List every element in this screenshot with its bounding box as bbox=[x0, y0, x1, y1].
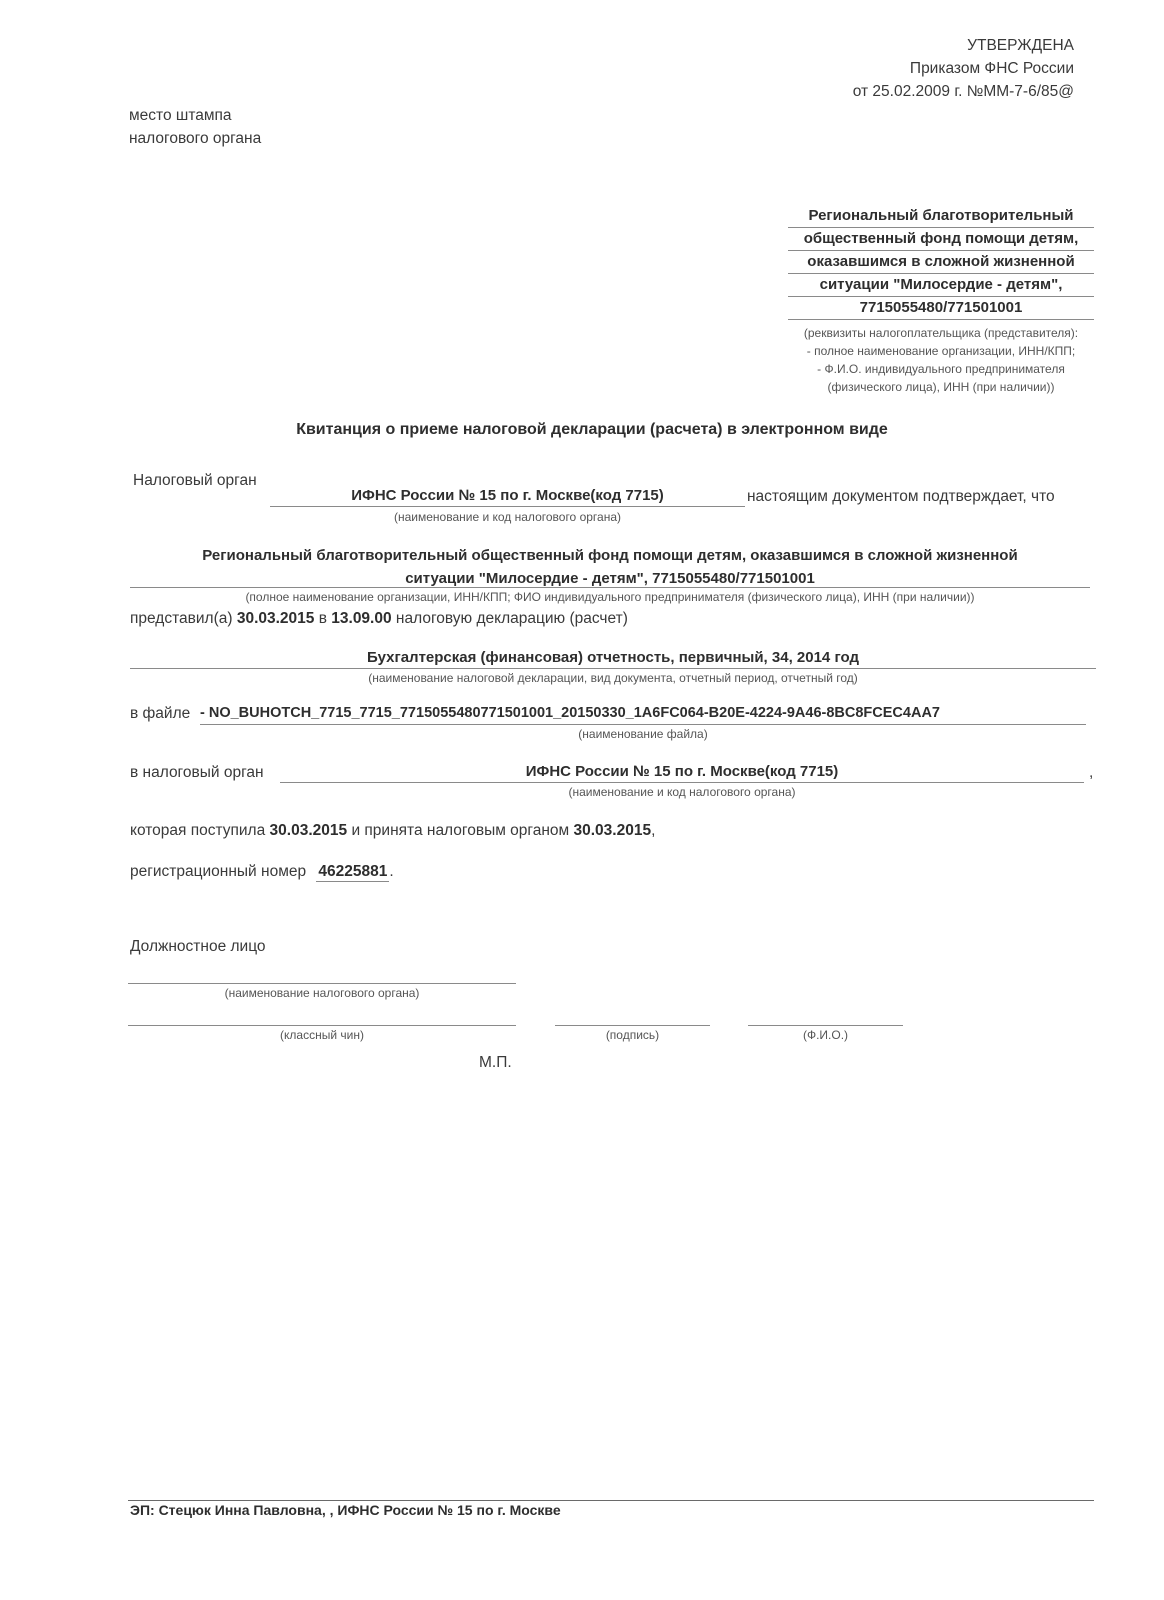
submitted-time: 13.09.00 bbox=[331, 610, 392, 627]
recipient-value: ИФНС России № 15 по г. Москве(код 7715) bbox=[525, 763, 839, 780]
taxpayer-line: оказавшимся в сложной жизненной bbox=[788, 251, 1094, 274]
submitted-in: в bbox=[318, 610, 327, 627]
file-name: - NO_BUHOTCH_7715_7715_7715055480771501001_20150330_1A6FC064-B20E-4224-9A46-8BC8FCEC4AA7 bbox=[200, 705, 940, 721]
taxpayer-line: 7715055480/771501001 bbox=[788, 297, 1094, 320]
received-middle: и принята налоговым органом bbox=[351, 822, 570, 839]
taxpayer-line: ситуации "Милосердие - детям", bbox=[788, 274, 1094, 297]
taxpayer-block bbox=[788, 205, 1094, 396]
submitted-date: 30.03.2015 bbox=[236, 610, 315, 627]
submitted-line bbox=[130, 610, 628, 628]
approval-line: УТВЕРЖДЕНА bbox=[967, 37, 1074, 54]
registration-line bbox=[130, 863, 394, 882]
seal-mark: М.П. bbox=[479, 1054, 512, 1071]
signature-underline bbox=[555, 1025, 710, 1026]
official-org-caption: (наименование налогового органа) bbox=[224, 986, 420, 1000]
organization-line: ситуации "Милосердие - детям", 7715055480/771501001 bbox=[405, 570, 815, 587]
official-label: Должностное лицо bbox=[130, 938, 266, 955]
organization-caption: (полное наименование организации, ИНН/КПП; ФИО индивидуального предпринимателя (физического лица), ИНН (при наличии)) bbox=[245, 590, 975, 604]
authority-underline bbox=[270, 506, 745, 507]
organization-name bbox=[130, 544, 1090, 590]
registration-end: . bbox=[389, 863, 394, 880]
submitted-prefix: представил(а) bbox=[130, 610, 233, 627]
taxpayer-line: общественный фонд помощи детям, bbox=[788, 228, 1094, 251]
authority-suffix: настоящим документом подтверждает, что bbox=[747, 488, 1055, 505]
fio-underline bbox=[748, 1025, 903, 1026]
file-caption: (наименование файла) bbox=[578, 727, 708, 741]
taxpayer-caption-line: (реквизиты налогоплательщика (представителя): bbox=[803, 326, 1079, 340]
footer-rule bbox=[128, 1500, 1094, 1501]
stamp-line: налогового органа bbox=[129, 130, 262, 147]
document-title: Квитанция о приеме налоговой декларации (расчета) в электронном виде bbox=[296, 421, 888, 438]
registration-number: 46225881 bbox=[318, 863, 388, 880]
approval-block bbox=[853, 34, 1074, 103]
stamp-placeholder bbox=[129, 104, 261, 150]
received-line bbox=[130, 822, 655, 840]
rank-underline bbox=[128, 1025, 516, 1026]
recipient-caption: (наименование и код налогового органа) bbox=[568, 785, 796, 799]
taxpayer-line: Региональный благотворительный bbox=[788, 205, 1094, 228]
taxpayer-caption-line: (физического лица), ИНН (при наличии)) bbox=[827, 380, 1055, 394]
official-org-underline bbox=[128, 983, 516, 984]
file-label: в файле bbox=[130, 705, 191, 722]
authority-caption: (наименование и код налогового органа) bbox=[393, 510, 621, 524]
recipient-label: в налоговый орган bbox=[130, 764, 264, 781]
approval-line: Приказом ФНС России bbox=[909, 60, 1074, 77]
recipient-underline bbox=[280, 782, 1084, 783]
signature-caption: (подпись) bbox=[605, 1028, 660, 1042]
received-prefix: которая поступила bbox=[130, 822, 266, 839]
taxpayer-caption-line: - Ф.И.О. индивидуального предпринимателя bbox=[817, 362, 1065, 376]
accepted-date: 30.03.2015 bbox=[573, 822, 652, 839]
declaration-underline bbox=[130, 668, 1096, 669]
taxpayer-caption bbox=[788, 324, 1094, 396]
organization-underline bbox=[130, 587, 1090, 588]
fio-caption: (Ф.И.О.) bbox=[802, 1028, 849, 1042]
taxpayer-caption-line: - полное наименование организации, ИНН/КПП; bbox=[806, 344, 1076, 358]
file-underline bbox=[200, 724, 1086, 725]
stamp-line: место штампа bbox=[129, 107, 232, 124]
rank-caption: (классный чин) bbox=[280, 1028, 364, 1042]
authority-label: Налоговый орган bbox=[133, 472, 257, 489]
registration-label: регистрационный номер bbox=[130, 863, 307, 880]
declaration-caption: (наименование налоговой декларации, вид документа, отчетный период, отчетный год) bbox=[368, 671, 858, 685]
received-date: 30.03.2015 bbox=[269, 822, 348, 839]
authority-value: ИФНС России № 15 по г. Москве(код 7715) bbox=[351, 487, 664, 504]
electronic-signature: ЭП: Стецюк Инна Павловна, , ИФНС России № 15 по г. Москве bbox=[130, 1502, 561, 1518]
submitted-suffix: налоговую декларацию (расчет) bbox=[395, 610, 628, 627]
received-end: , bbox=[651, 822, 656, 839]
recipient-comma: , bbox=[1089, 764, 1094, 781]
organization-line: Региональный благотворительный общественный фонд помощи детям, оказавшимся в сложной жизненной bbox=[202, 547, 1018, 564]
approval-line: от 25.02.2009 г. №ММ-7-6/85@ bbox=[852, 83, 1074, 100]
declaration-value: Бухгалтерская (финансовая) отчетность, первичный, 34, 2014 год bbox=[367, 649, 859, 666]
